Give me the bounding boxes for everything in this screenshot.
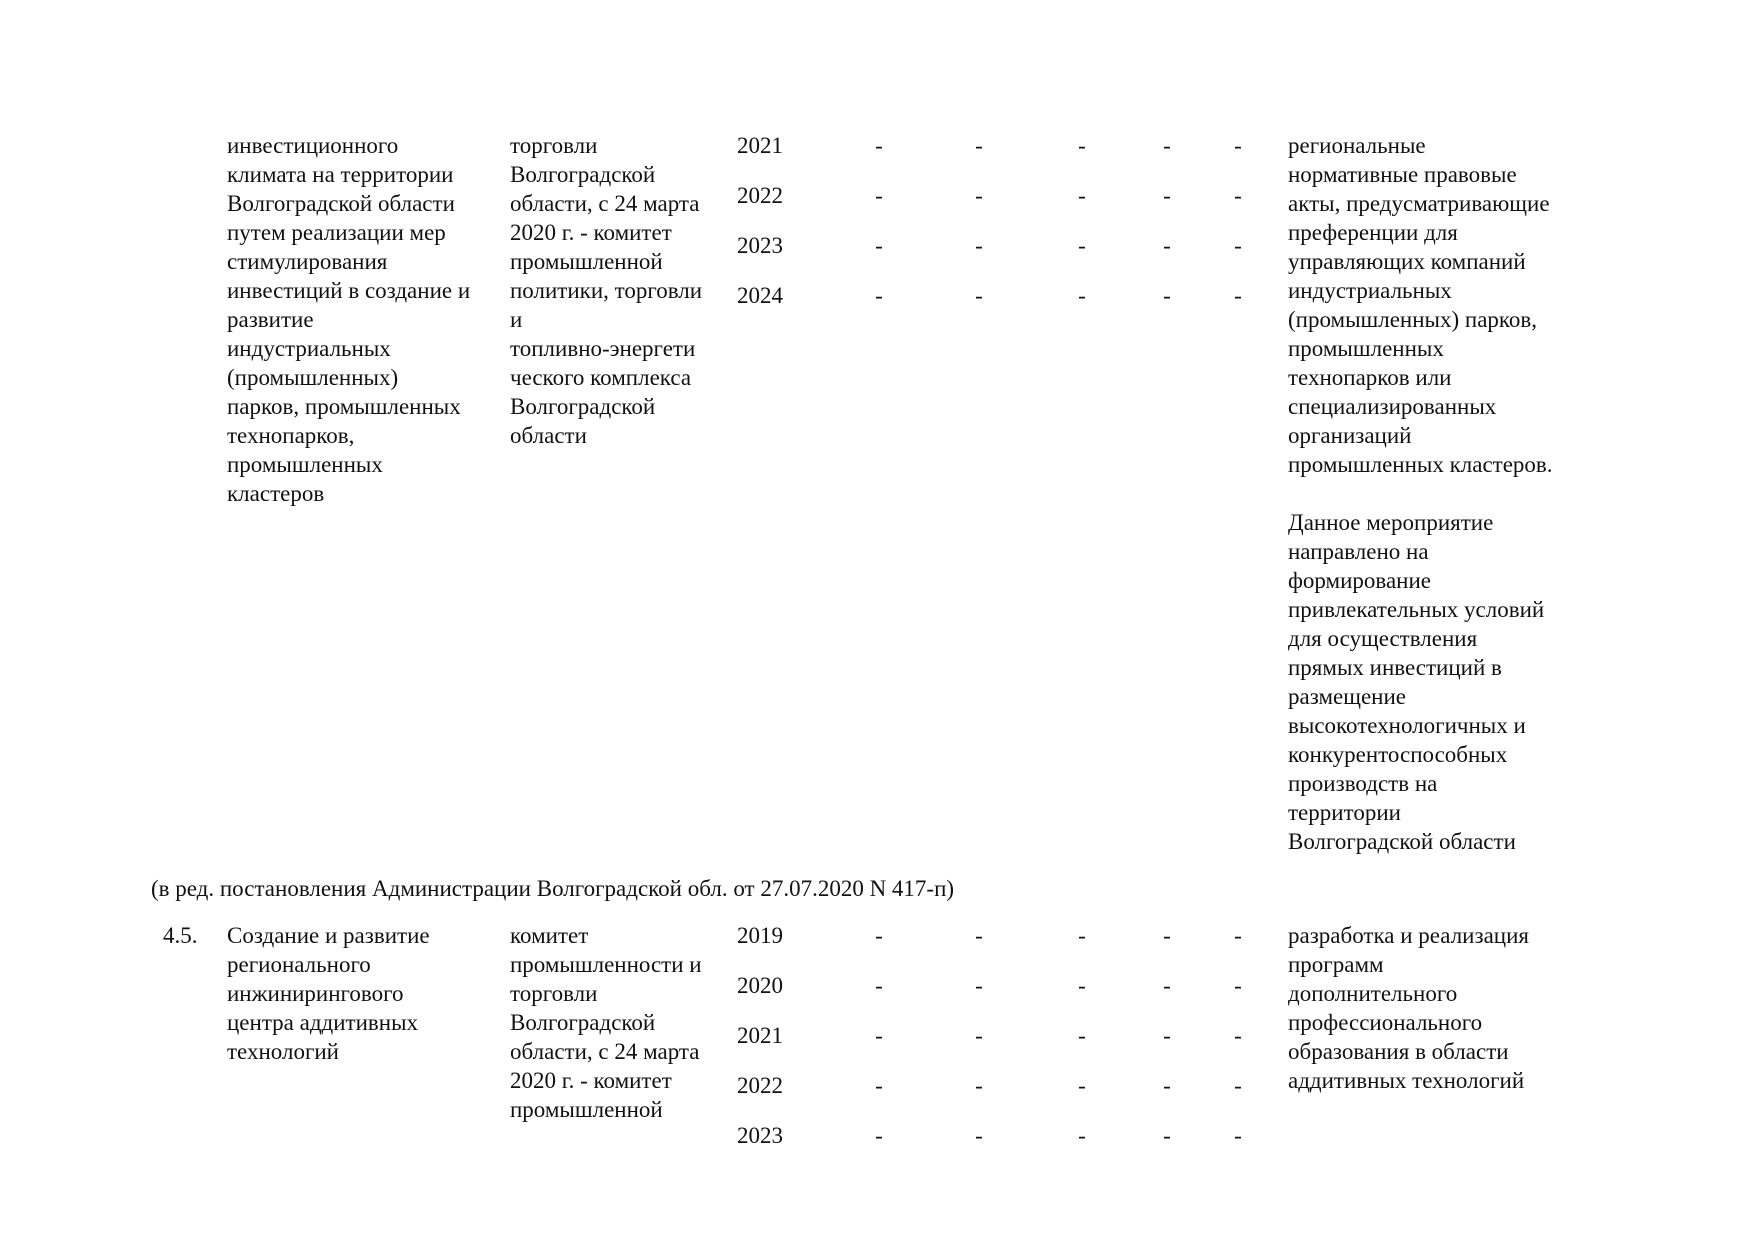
value-cell: - xyxy=(875,183,883,208)
value-cell: - xyxy=(875,1123,883,1148)
value-cell: - xyxy=(1234,1023,1242,1048)
amendment-note: (в ред. постановления Администрации Волгоградской обл. от 27.07.2020 N 417-п) xyxy=(151,876,955,901)
year-cell: 2023 xyxy=(737,1123,783,1148)
value-cell: - xyxy=(1234,183,1242,208)
value-cell: - xyxy=(975,283,983,308)
value-cell: - xyxy=(1163,1073,1171,1098)
value-cell: - xyxy=(975,973,983,998)
value-cell: - xyxy=(1078,1023,1086,1048)
value-cell: - xyxy=(875,923,883,948)
value-cell: - xyxy=(975,233,983,258)
value-cell: - xyxy=(1078,133,1086,158)
executor-description: торговли Волгоградской области, с 24 марта 2020 г. - комитет промышленной политики, торговли и топливно-энергети ческого комплекса Волгоградской области xyxy=(510,133,703,448)
value-cell: - xyxy=(975,923,983,948)
value-cell: - xyxy=(1163,233,1171,258)
year-cell: 2022 xyxy=(737,1073,783,1098)
value-cell: - xyxy=(975,1073,983,1098)
year-cell: 2021 xyxy=(737,133,783,158)
value-cell: - xyxy=(1163,283,1171,308)
value-cell: - xyxy=(1078,283,1086,308)
value-cell: - xyxy=(1078,183,1086,208)
value-cell: - xyxy=(1234,283,1242,308)
value-cell: - xyxy=(875,973,883,998)
value-cell: - xyxy=(1234,923,1242,948)
value-cell: - xyxy=(1078,233,1086,258)
value-cell: - xyxy=(1078,973,1086,998)
value-cell: - xyxy=(1078,923,1086,948)
activity-description: инвестиционного климата на территории Волгоградской области путем реализации мер стимулирования инвестиций в создание и развитие индустриальных (промышленных) парков, промышленных технопарков, промышленных кластеров xyxy=(227,133,471,506)
value-cell: - xyxy=(1234,1123,1242,1148)
year-cell: 2020 xyxy=(737,973,783,998)
value-cell: - xyxy=(875,1073,883,1098)
value-cell: - xyxy=(1234,973,1242,998)
value-cell: - xyxy=(1163,183,1171,208)
value-cell: - xyxy=(1234,133,1242,158)
value-cell: - xyxy=(975,1023,983,1048)
value-cell: - xyxy=(975,1123,983,1148)
value-cell: - xyxy=(1163,1023,1171,1048)
value-cell: - xyxy=(1163,133,1171,158)
year-cell: 2022 xyxy=(737,183,783,208)
value-cell: - xyxy=(875,283,883,308)
value-cell: - xyxy=(875,133,883,158)
value-cell: - xyxy=(1163,973,1171,998)
activity-description: Создание и развитие регионального инжинирингового центра аддитивных технологий xyxy=(227,923,430,1064)
expected-result: разработка и реализация программ дополнительного профессионального образования в области аддитивных технологий xyxy=(1288,923,1529,1093)
value-cell: - xyxy=(975,183,983,208)
value-cell: - xyxy=(875,1023,883,1048)
executor-description: комитет промышленности и торговли Волгоградской области, с 24 марта 2020 г. - комитет промышленной xyxy=(510,923,702,1122)
value-cell: - xyxy=(975,133,983,158)
value-cell: - xyxy=(1163,1123,1171,1148)
year-cell: 2021 xyxy=(737,1023,783,1048)
value-cell: - xyxy=(1234,233,1242,258)
item-number: 4.5. xyxy=(163,923,198,948)
value-cell: - xyxy=(875,233,883,258)
value-cell: - xyxy=(1234,1073,1242,1098)
expected-result: региональные нормативные правовые акты, предусматривающие преференции для управляющих компаний индустриальных (промышленных) парков, промышленных технопарков или специализированных организаций промышленных кластеров. Данное мероприятие направлено на формирование привлекательных условий для осуществления прямых инвестиций в размещение высокотехнологичных и конкурентоспособных производств на территории Волгоградской области xyxy=(1288,133,1553,854)
value-cell: - xyxy=(1163,923,1171,948)
year-cell: 2023 xyxy=(737,233,783,258)
year-cell: 2019 xyxy=(737,923,783,948)
value-cell: - xyxy=(1078,1073,1086,1098)
value-cell: - xyxy=(1078,1123,1086,1148)
year-cell: 2024 xyxy=(737,283,783,308)
